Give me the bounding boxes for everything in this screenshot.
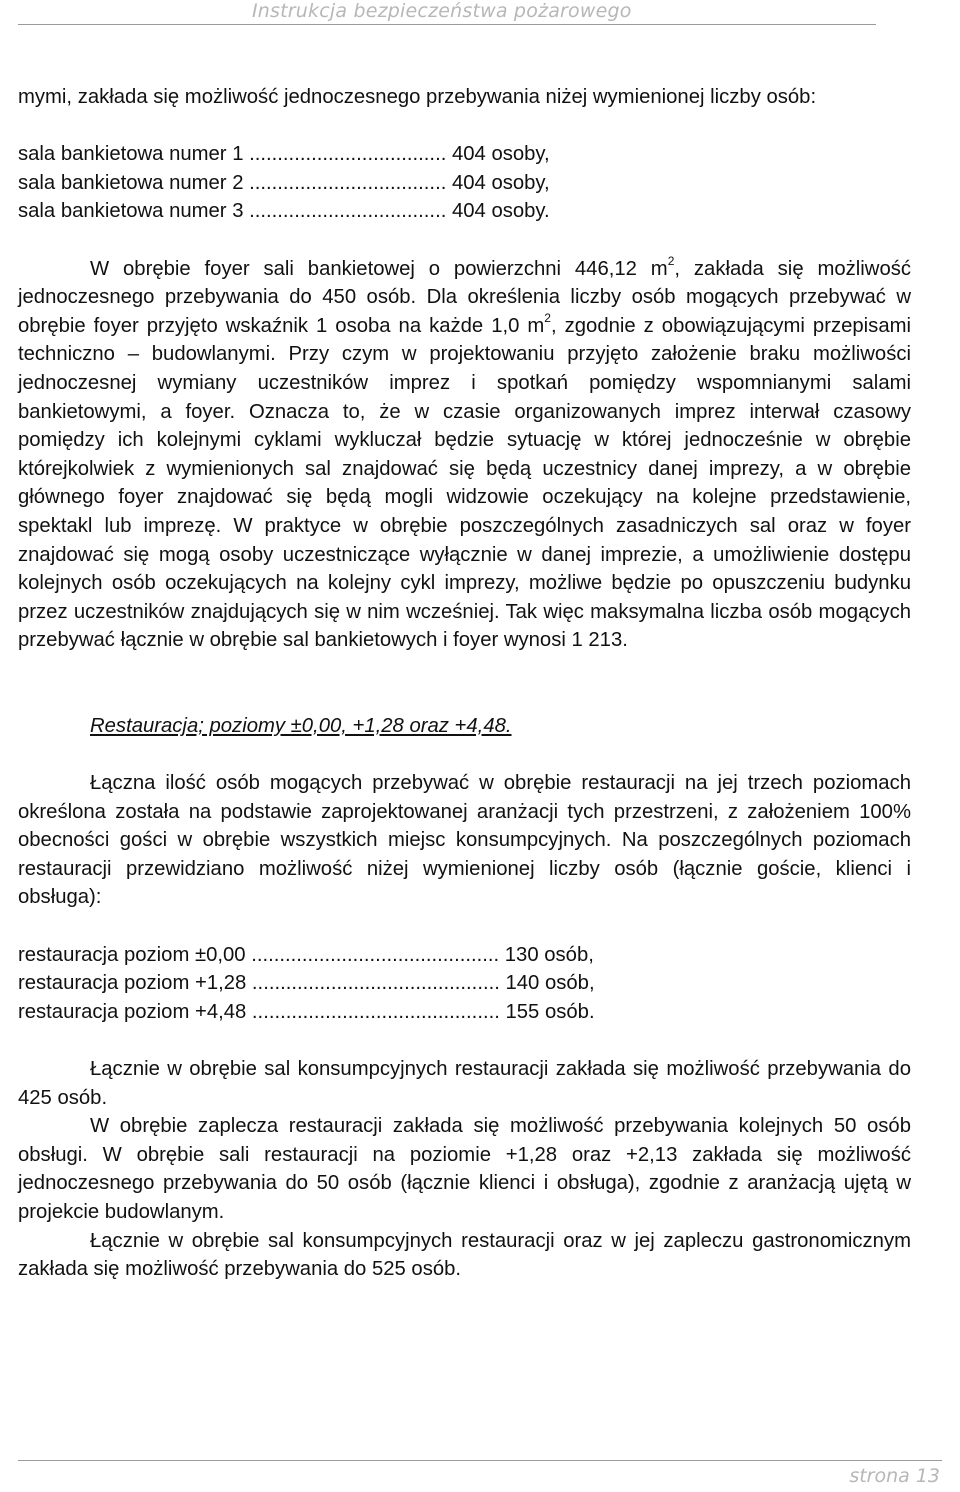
hall-list <box>18 140 911 226</box>
list-item: sala bankietowa numer 1 ................................... 404 osoby, <box>18 143 550 166</box>
total-all-paragraph: Łącznie w obrębie sal konsumpcyjnych restauracji oraz w jej zapleczu gastronomicznym zakłada się możliwość przebywania do 525 osób. <box>18 1229 911 1281</box>
list-item: restauracja poziom +4,48 ............................................ 155 osób. <box>18 1000 595 1023</box>
page-body <box>18 83 911 1284</box>
superscript: 2 <box>544 310 551 325</box>
superscript: 2 <box>667 253 675 268</box>
page-number: strona 13 <box>849 1465 940 1487</box>
foyer-text-b: , zakłada się możliwość jednoczesnego przebywania do 450 osób. Dla określenia liczby osób mogących przebywać w obrębie foyer przyjęto wskaźnik 1 osoba na każde 1,0 m <box>18 257 912 337</box>
level-list <box>18 941 911 1027</box>
page-header-title: Instrukcja bezpieczeństwa pożarowego <box>252 0 632 22</box>
total-consumption-paragraph: Łącznie w obrębie sal konsumpcyjnych restauracji zakłada się możliwość przebywania do 425 osób. <box>18 1058 911 1109</box>
foyer-text-a: W obrębie foyer sali bankietowej o powierzchni 446,12 m <box>90 257 668 280</box>
backroom-paragraph: W obrębie zaplecza restauracji zakłada się możliwość przebywania kolejnych 50 osób obsługi. W obrębie sali restauracji na poziomie +1,28 oraz +2,13 zakłada się możliwość jednoczesnego przebywania do 50 osób (łącznie klienci i obsługa), zgodnie z aranżacją ujętą w projekcie budowlanym. <box>18 1115 911 1223</box>
foyer-text-c: , zgodnie z obowiązującymi przepisami techniczno – budowlanymi. Przy czym w projektowaniu przyjęto założenie braku możliwości jednoczesnej wymiany uczestników imprez i spotkań pomiędzy wspomnianymi salami bankietowymi, a foyer. Oznacza to, że w czasie organizowanych imprez interwał czasowy pomiędzy ich kolejnymi cyklami wykluczał będzie sytuację w której jednocześnie w obrębie którejkolwiek z wymienionych sal znajdować się będą uczestnicy danej imprezy, a w obrębie głównego foyer znajdować się będą mogli widzowie oczekujący na kolejne przedstawienie, spektakl lub imprezę. W praktyce w obrębie poszczególnych zasadniczych sal oraz w foyer znajdować się mogą osoby uczestniczące wyłącznie w danej imprezie, a umożliwienie dostępu kolejnych osób oczekujących na kolejny cykl imprezy, możliwe będzie po opuszczeniu budynku przez uczestników znajdujących się w nim wcześniej. Tak więc maksymalna liczba osób mogących przebywać łącznie w obrębie sal bankietowych i foyer wynosi 1 213. <box>18 314 911 652</box>
list-item: restauracja poziom +1,28 ............................................ 140 osób, <box>18 972 595 995</box>
list-item: restauracja poziom ±0,00 ............................................ 130 osób, <box>18 943 594 966</box>
header-divider <box>18 24 876 25</box>
foyer-paragraph <box>18 255 911 655</box>
intro-paragraph: mymi, zakłada się możliwość jednoczesnego przebywania niżej wymienionej liczby osób: <box>18 86 817 108</box>
list-item: sala bankietowa numer 2 ................................... 404 osoby, <box>18 171 550 194</box>
restaurant-intro-paragraph: Łączna ilość osób mogących przebywać w obrębie restauracji na jej trzech poziomach określona została na podstawie zaprojektowanej aranżacji tych przestrzeni, z założeniem 100% obecności gości w obrębie wszystkich miejsc konsumpcyjnych. Na poszczególnych poziomach restauracji przewidziano możliwość niżej wymienionej liczby osób (łącznie goście, klienci i obsługa): <box>18 772 911 909</box>
list-item: sala bankietowa numer 3 ................................... 404 osoby. <box>18 200 550 223</box>
section-heading: Restauracja; poziomy ±0,00, +1,28 oraz +4,48. <box>90 714 512 737</box>
footer-divider <box>18 1460 942 1461</box>
